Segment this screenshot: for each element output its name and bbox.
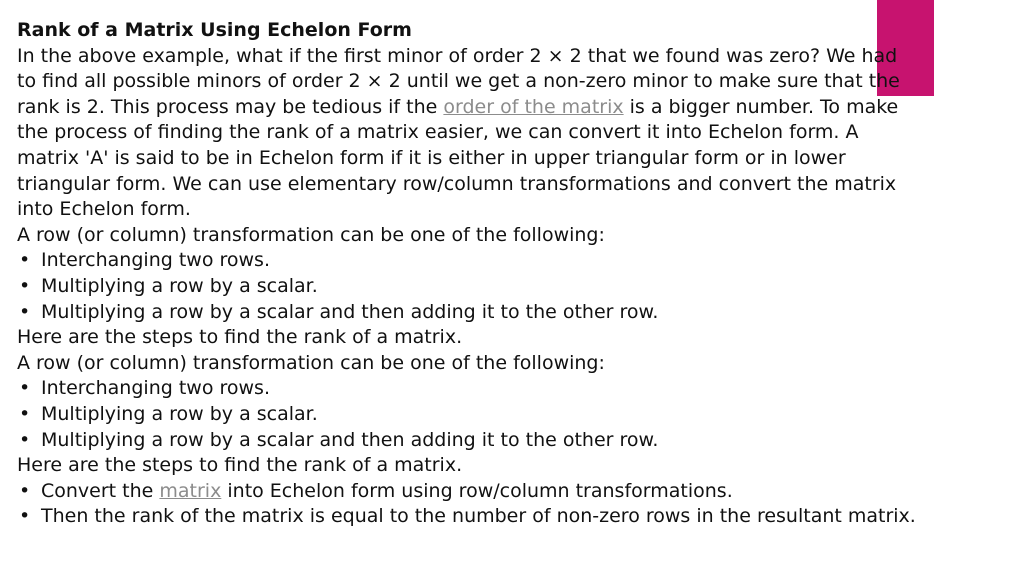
order-of-matrix-link[interactable]: order of the matrix — [443, 95, 624, 118]
slide-content — [17, 18, 917, 530]
steps-heading: Here are the steps to find the rank of a matrix. — [17, 326, 463, 349]
intro-paragraph — [17, 44, 917, 223]
step-text-start: Convert the — [41, 479, 160, 502]
slide-title: Rank of a Matrix Using Echelon Form — [17, 19, 412, 41]
transformation-list — [17, 376, 917, 453]
matrix-link[interactable]: matrix — [159, 479, 222, 502]
list-item: • Multiplying a row by a scalar and then adding it to the other row. — [17, 428, 917, 454]
transformation-heading: A row (or column) transformation can be one of the following: — [17, 223, 605, 246]
list-item: • Multiplying a row by a scalar. — [17, 274, 917, 300]
list-item: • Interchanging two rows. — [17, 248, 917, 274]
intro-text-end: is a bigger number. To make the process of finding the rank of a matrix easier, we can convert it into Echelon form. A matrix 'A' is said to be in Echelon form if it is either in upper triangular form or in lower triangular form. We can use elementary row/column transformations and convert the matrix into Echelon form. — [17, 95, 899, 221]
steps-list — [17, 479, 917, 530]
list-item: • Multiplying a row by a scalar and then adding it to the other row. — [17, 300, 917, 326]
intro-text-start: In the above example, what if the first minor of order 2 × 2 that we found was zero? We had to find all possible minors of order 2 × 2 until we get a non-zero minor to make sure that the rank is 2. This process may be tedious if the — [17, 44, 900, 118]
step-text-end: into Echelon form using row/column transformations. — [221, 479, 733, 502]
list-item: • Interchanging two rows. — [17, 376, 917, 402]
step-item — [17, 479, 917, 505]
transformation-heading: A row (or column) transformation can be one of the following: — [17, 351, 605, 374]
steps-heading: Here are the steps to find the rank of a matrix. — [17, 454, 463, 477]
transformation-list — [17, 248, 917, 325]
step-item: • Then the rank of the matrix is equal to the number of non-zero rows in the resultant matrix. — [17, 504, 917, 530]
list-item: • Multiplying a row by a scalar. — [17, 402, 917, 428]
